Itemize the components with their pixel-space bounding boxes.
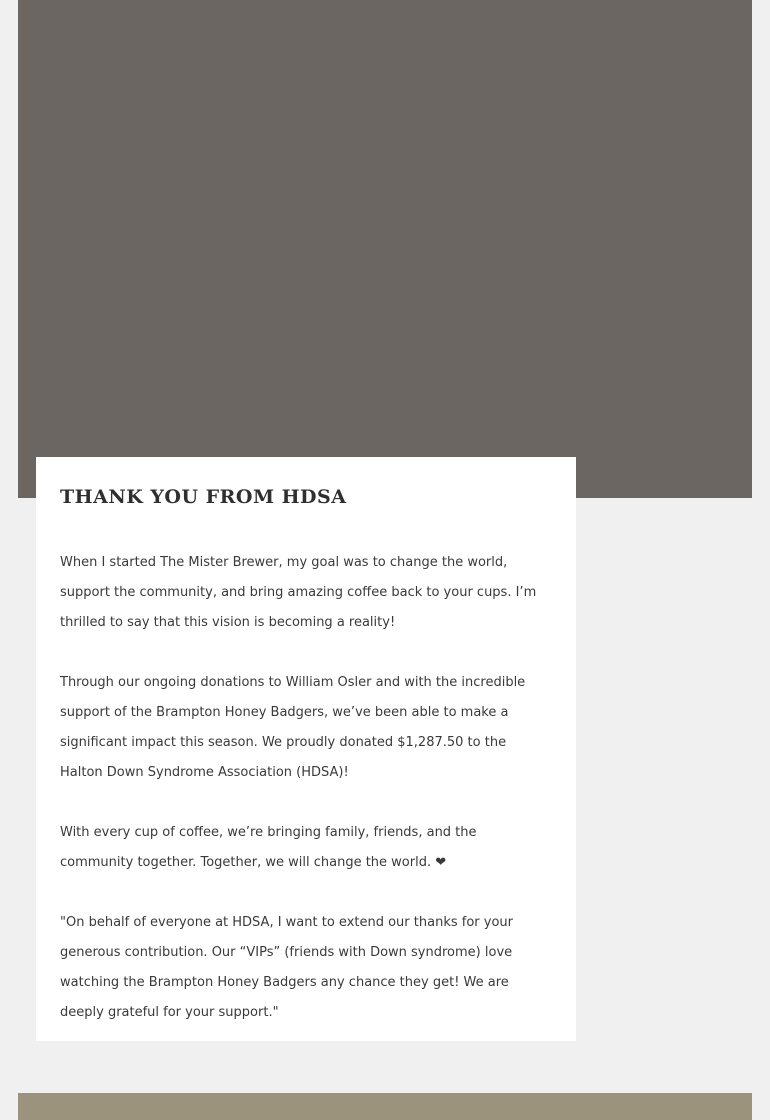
testimonial-quote: "On behalf of everyone at HDSA, I want to extend our thanks for your generous contribution. Our “VIPs” (friends with Down syndrome) love watching the Brampton Honey Badgers any chance they get! We are deeply grateful for your support." (60, 915, 513, 1020)
article-body (60, 548, 552, 1028)
article-paragraph: Through our ongoing donations to William Osler and with the incredible support of the Brampton Honey Badgers, we’ve been able to make a significant impact this season. We proudly donated $1,287.50 to the Halton Down Syndrome Association (HDSA)! (60, 675, 526, 780)
article-title: THANK YOU FROM HDSA (60, 486, 347, 508)
footer-band (18, 1093, 752, 1120)
hero-image (18, 0, 752, 498)
article-card (36, 457, 576, 1041)
article-paragraph: When I started The Mister Brewer, my goal was to change the world, support the community, and bring amazing coffee back to your cups. I’m thrilled to say that this vision is becoming a reality! (60, 555, 537, 630)
article-paragraph: With every cup of coffee, we’re bringing family, friends, and the community together. Together, we will change the world. ❤ (60, 825, 477, 870)
